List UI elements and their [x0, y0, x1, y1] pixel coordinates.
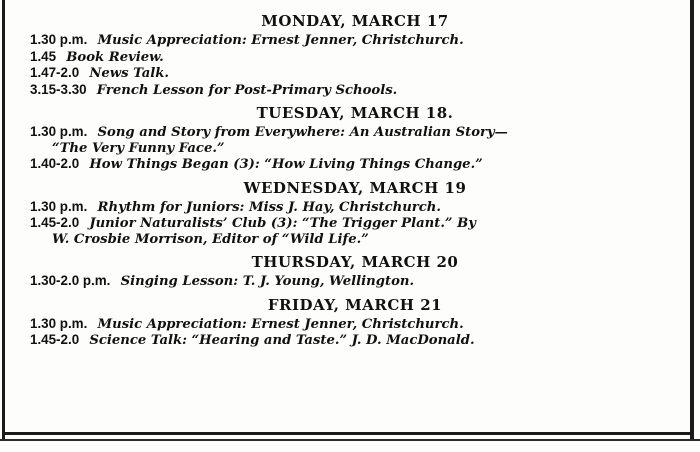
entry-title: Junior Naturalists’ Club (3): “The Trigger Plant.” By	[89, 216, 476, 231]
day-heading: WEDNESDAY, MARCH 19	[243, 178, 467, 197]
bottom-outer-rule	[0, 439, 700, 441]
schedule-entry-continuation	[30, 141, 680, 157]
schedule-entry	[30, 273, 680, 290]
schedule-entry	[30, 316, 680, 333]
entry-title: Singing Lesson: T. J. Young, Wellington.	[120, 274, 415, 289]
schedule-entry	[30, 124, 680, 141]
entry-title: Music Appreciation: Ernest Jenner, Christchurch.	[97, 33, 464, 48]
entry-time: 1.30 p.m.	[30, 315, 88, 331]
day-section-monday	[30, 10, 680, 98]
schedule-entry	[30, 156, 680, 173]
entry-time: 1.45-2.0	[30, 215, 80, 230]
schedule-entry	[30, 82, 680, 99]
entry-time: 1.30 p.m.	[30, 124, 88, 139]
entry-time: 1.45	[30, 48, 57, 64]
entry-title: News Talk.	[89, 66, 169, 81]
entry-time: 1.45-2.0	[30, 332, 80, 347]
entry-title: Music Appreciation: Ernest Jenner, Christchurch.	[97, 316, 464, 332]
entry-title: Rhythm for Juniors: Miss J. Hay, Christchurch.	[97, 199, 441, 215]
entry-title: Book Review.	[66, 49, 164, 65]
entry-title: How Things Began (3): “How Living Things Change.”	[89, 157, 483, 172]
schedule-entry	[30, 49, 680, 66]
entry-title-continuation: W. Crosbie Morrison, Editor of “Wild Life.”	[52, 231, 369, 247]
schedule-entry	[30, 32, 680, 49]
bottom-border-rule	[2, 432, 694, 435]
schedule-entry	[30, 65, 680, 82]
right-border-rule	[690, 0, 694, 440]
entry-title: French Lesson for Post-Primary Schools.	[96, 82, 398, 98]
broadcast-schedule	[30, 6, 680, 353]
day-heading: THURSDAY, MARCH 20	[251, 253, 459, 271]
day-section-thursday	[30, 251, 680, 290]
day-heading: FRIDAY, MARCH 21	[267, 295, 443, 314]
schedule-entry	[30, 215, 680, 232]
day-section-friday	[30, 294, 680, 349]
day-section-wednesday	[30, 177, 680, 248]
entry-title-continuation: “The Very Funny Face.”	[52, 140, 225, 156]
entry-title: Science Talk: “Hearing and Taste.” J. D. MacDonald.	[89, 333, 475, 348]
left-border-rule	[2, 0, 5, 440]
entry-time: 1.40-2.0	[30, 156, 80, 171]
entry-time: 3.15-3.30	[30, 81, 87, 97]
entry-time: 1.30 p.m.	[30, 32, 88, 47]
entry-time: 1.30-2.0 p.m.	[30, 273, 111, 288]
day-heading: MONDAY, MARCH 17	[261, 12, 449, 30]
entry-time: 1.30 p.m.	[30, 198, 88, 214]
schedule-entry	[30, 199, 680, 216]
entry-title: Song and Story from Everywhere: An Australian Story—	[97, 125, 508, 140]
schedule-entry-continuation	[30, 232, 680, 248]
entry-time: 1.47-2.0	[30, 65, 80, 80]
day-section-tuesday	[30, 102, 680, 173]
schedule-entry	[30, 332, 680, 349]
day-heading: TUESDAY, MARCH 18.	[256, 104, 454, 122]
